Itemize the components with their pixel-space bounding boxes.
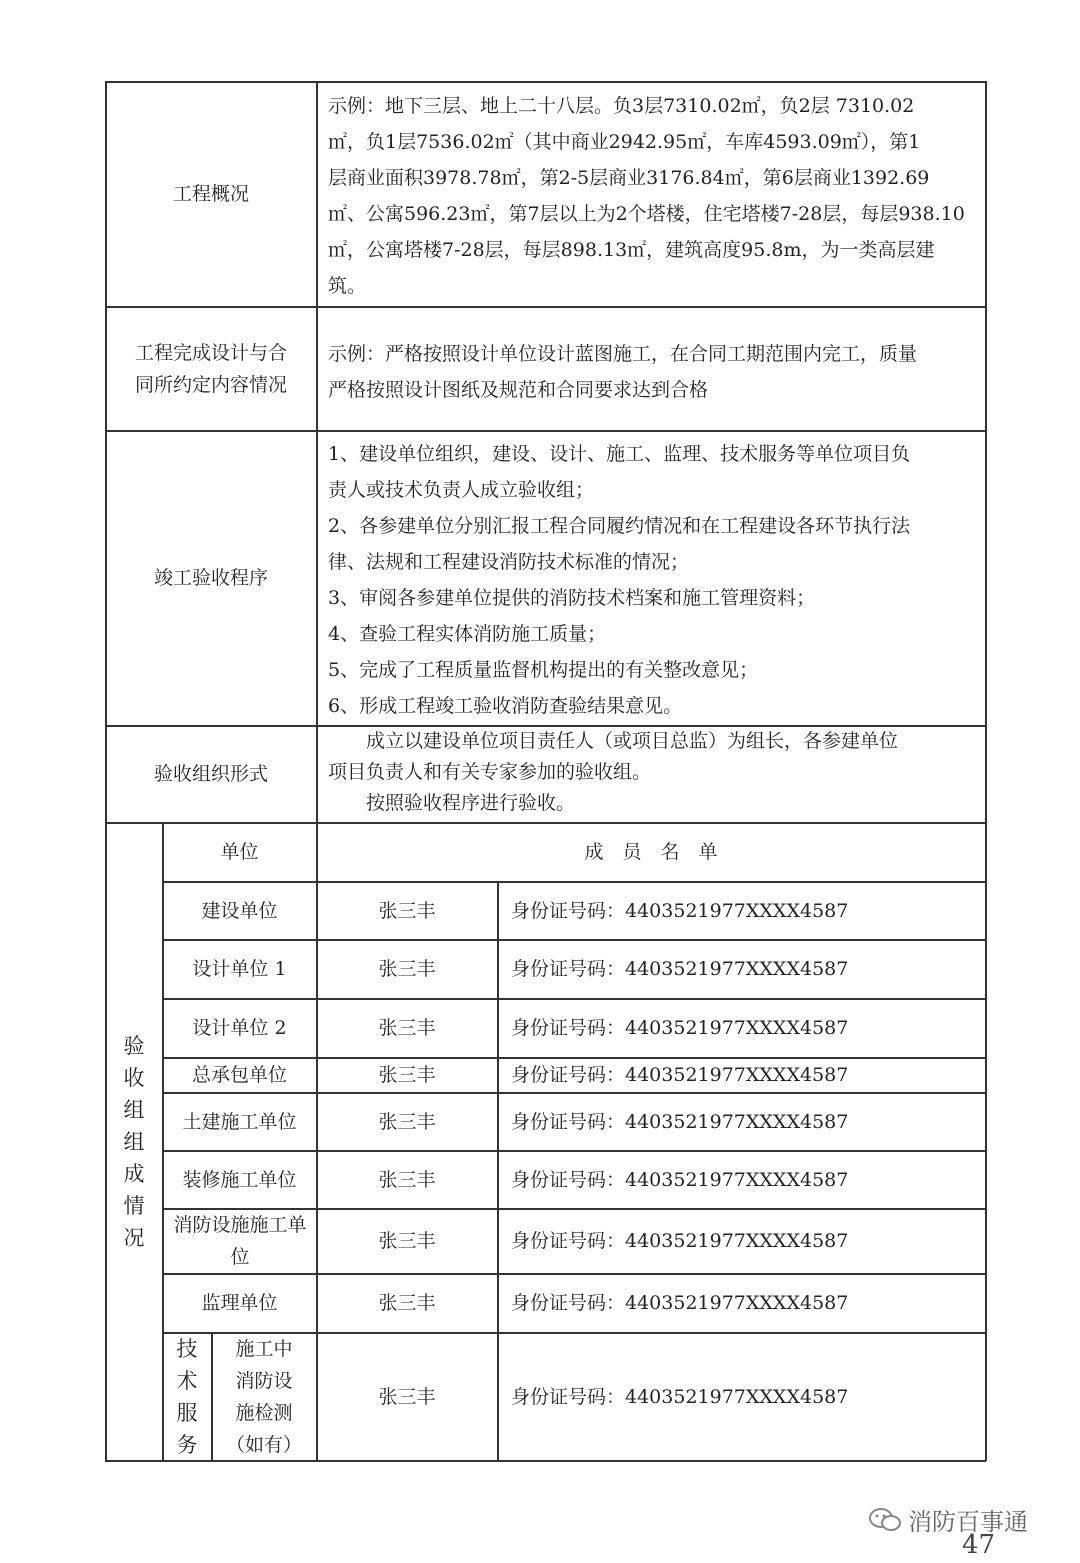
member-name: 张三丰 (378, 1064, 436, 1086)
member-unit: 装修施工单位 (182, 1168, 297, 1191)
overview-line: ㎡，公寓塔楼7-28层，每层898.13㎡，建筑高度95.8m，为一类高层建 (328, 239, 935, 261)
overview-line: ㎡，负1层7536.02㎡（其中商业2942.95㎡，车库4593.09㎡），第1 (328, 131, 921, 153)
member-unit: 设计单位 1 (192, 958, 287, 980)
member-unit: 总承包单位 (191, 1064, 287, 1086)
procedure-line: 1、建设单位组织，建设、设计、施工、监理、技术服务等单位项目负 (328, 443, 911, 465)
member-unit: 消防设施施工单位 (173, 1214, 307, 1268)
member-name: 张三丰 (378, 1230, 436, 1252)
member-id: 身份证号码：4403521977XXXX4587 (511, 1168, 849, 1191)
design-content (328, 336, 978, 408)
overview-line: 筑。 (328, 275, 367, 297)
member-id: 身份证号码：4403521977XXXX4587 (511, 958, 849, 980)
member-id: 身份证号码：4403521977XXXX4587 (511, 1110, 849, 1133)
tech-unit-line: 施工中 (235, 1337, 293, 1360)
tech-unit-line: （如有） (225, 1433, 302, 1456)
procedure-line: 责人或技术负责人成立验收组； (328, 479, 595, 501)
procedure-line: 4、查验工程实体消防施工质量； (328, 623, 607, 645)
procedure-label: 竣工验收程序 (153, 567, 268, 589)
tech-member-id: 身份证号码：4403521977XXXX4587 (511, 1385, 849, 1408)
design-line: 严格按照设计图纸及规范和合同要求达到合格 (328, 379, 709, 401)
tech-unit-line: 施检测 (235, 1401, 293, 1424)
member-id: 身份证号码：4403521977XXXX4587 (511, 1017, 849, 1039)
member-unit: 土建施工单位 (182, 1110, 297, 1133)
design-label-line: 同所约定内容情况 (134, 373, 287, 396)
tech-unit-line: 消防设 (235, 1369, 293, 1392)
member-id: 身份证号码：4403521977XXXX4587 (511, 899, 849, 922)
design-label-line: 工程完成设计与合 (134, 341, 287, 364)
overview-line: 示例：地下三层、地上二十八层。负3层7310.02㎡，负2层 7310.02 (328, 95, 915, 117)
organization-label: 验收组织形式 (153, 763, 268, 785)
organization-content (328, 726, 978, 819)
member-id: 身份证号码：4403521977XXXX4587 (511, 1064, 849, 1086)
design-label (106, 307, 316, 430)
header-members: 成 员 名 单 (584, 841, 718, 863)
member-name: 张三丰 (378, 958, 436, 980)
page-number: 47 (962, 1530, 996, 1560)
procedure-line: 2、各参建单位分别汇报工程合同履约情况和在工程建设各环节执行法 (328, 515, 911, 537)
procedure-line: 律、法规和工程建设消防技术标准的情况； (328, 551, 690, 573)
member-unit: 建设单位 (201, 899, 278, 922)
header-unit: 单位 (220, 841, 259, 863)
procedure-line: 3、审阅各参建单位提供的消防技术档案和施工管理资料； (328, 587, 816, 609)
tech-unit (212, 1333, 316, 1460)
members-side-label: 验收组组成情况 (123, 1033, 145, 1250)
member-name: 张三丰 (378, 1017, 436, 1039)
design-line: 示例：严格按照设计单位设计蓝图施工，在合同工期范围内完工，质量 (328, 343, 918, 365)
tech-member-name: 张三丰 (378, 1385, 436, 1408)
wechat-icon (868, 1506, 902, 1534)
member-name: 张三丰 (378, 1292, 436, 1314)
tech-group-label: 技术服务 (176, 1336, 198, 1457)
overview-label: 工程概况 (172, 183, 249, 205)
member-unit: 监理单位 (201, 1292, 278, 1314)
overview-line: 层商业面积3978.78㎡，第2-5层商业3176.84㎡，第6层商业1392.69 (328, 167, 930, 189)
watermark (868, 1502, 1028, 1537)
member-id: 身份证号码：4403521977XXXX4587 (511, 1230, 849, 1252)
organization-line: 成立以建设单位项目责任人（或项目总监）为组长，各参建单位 (366, 730, 899, 752)
overview-content (328, 88, 978, 304)
member-unit: 设计单位 2 (192, 1017, 287, 1039)
member-id: 身份证号码：4403521977XXXX4587 (511, 1292, 849, 1314)
member-name: 张三丰 (378, 899, 436, 922)
watermark-text: 消防百事通 (908, 1508, 1028, 1536)
organization-line: 项目负责人和有关专家参加的验收组。 (328, 761, 652, 783)
member-name: 张三丰 (378, 1110, 436, 1133)
procedure-line: 5、完成了工程质量监督机构提出的有关整改意见； (328, 659, 759, 681)
member-name: 张三丰 (378, 1168, 436, 1191)
overview-line: ㎡、公寓596.23㎡，第7层以上为2个塔楼，住宅塔楼7-28层，每层938.10 (328, 203, 965, 225)
procedure-line: 6、形成工程竣工验收消防查验结果意见。 (328, 695, 683, 717)
organization-line: 按照验收程序进行验收。 (366, 792, 576, 814)
procedure-content (328, 436, 978, 724)
